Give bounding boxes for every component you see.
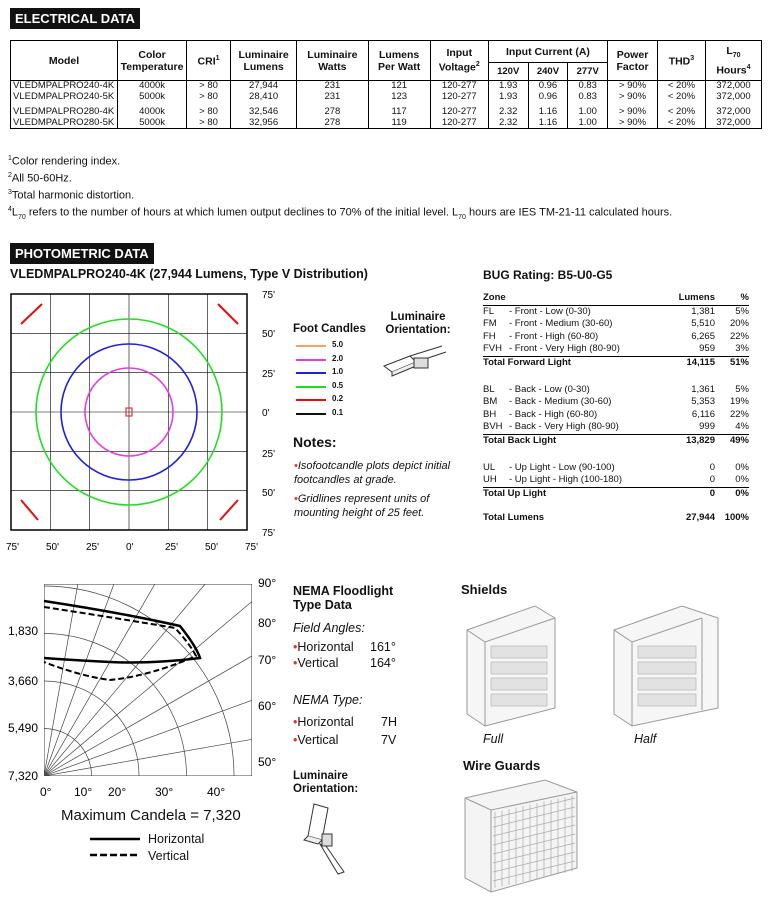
polar-angle-labels	[258, 576, 276, 769]
polar-angle-label: 60°	[258, 699, 277, 713]
polar-gridlines	[0, 572, 290, 804]
bug-desc: - Back - Very High (80-90)	[509, 421, 619, 433]
footnote-3: $^3$Total harmonic distortion.	[8, 189, 135, 202]
corner-mark-tl	[21, 304, 42, 324]
footnote-1: $^1$Color rendering index.	[8, 155, 121, 168]
cell-volt: 120-277	[430, 81, 488, 92]
bug-lumens: 0	[709, 461, 715, 473]
col-240v: 240V	[528, 63, 568, 81]
cell-volt: 120-277	[430, 102, 488, 118]
field-angle-horizontal: •Horizontal	[293, 640, 354, 654]
bug-row-bvh	[483, 421, 749, 434]
col-power-factor: Power Factor	[608, 41, 658, 81]
cell-a120: 1.93	[488, 92, 528, 103]
nema-type-horizontal-value: 7H	[381, 715, 397, 729]
cell-lpw: 121	[368, 81, 430, 92]
shields-title: Shields	[461, 582, 508, 597]
cell-a277: 1.00	[568, 102, 608, 118]
bug-desc: - Up Light - High (100-180)	[509, 474, 622, 486]
polar-angle-label: 80°	[258, 616, 277, 630]
bug-row-ul	[483, 462, 749, 475]
cell-thd: < 20%	[658, 81, 706, 92]
bug-row-fvh	[483, 343, 749, 356]
cell-lumens: 32,546	[230, 102, 296, 118]
bug-desc: - Back - High (60-80)	[509, 408, 598, 420]
cell-ct: 5000k	[118, 92, 187, 103]
table-row	[11, 102, 762, 118]
legend-swatch	[296, 399, 326, 401]
iso-right-label: 0'	[262, 408, 270, 419]
bug-desc: - Front - Medium (30-60)	[509, 318, 613, 330]
nema-type-vertical: •Vertical	[293, 733, 339, 747]
bug-code: BVH	[483, 421, 503, 433]
polar-angle-label: 70°	[258, 653, 277, 667]
polar-bottom-label: 0°	[40, 785, 52, 799]
bug-pct: 5%	[735, 305, 749, 317]
legend-label-vertical: Vertical	[148, 849, 189, 863]
bug-row-fm	[483, 318, 749, 331]
footnotes	[8, 152, 672, 225]
polar-bottom-labels	[40, 785, 225, 799]
foot-candles-title: Foot Candles	[293, 323, 366, 335]
bug-lumens: 1,381	[691, 305, 715, 317]
cell-cri: > 80	[187, 102, 231, 118]
cell-a277: 0.83	[568, 81, 608, 92]
cell-thd: < 20%	[658, 92, 706, 103]
bug-pct: 20%	[729, 318, 749, 330]
shield-full-image	[455, 600, 565, 730]
bug-code: BM	[483, 396, 498, 408]
bug-desc: - Front - Very High (80-90)	[509, 343, 620, 355]
bug-pct: 19%	[729, 396, 749, 408]
bug-desc: - Front - Low (0-30)	[509, 305, 591, 317]
col-luminaire-watts: Luminaire Watts	[297, 41, 368, 81]
electrical-data-table	[10, 40, 762, 129]
cell-lpw: 117	[368, 102, 430, 118]
legend-value: 0.1	[332, 407, 344, 417]
polar-candela-label: 3,660	[8, 674, 39, 688]
col-lumens-per-watt: Lumens Per Watt	[368, 41, 430, 81]
cell-l70: 372,000	[705, 92, 761, 103]
cell-a277: 1.00	[568, 118, 608, 129]
legend-swatch	[296, 413, 326, 415]
bug-pct: 3%	[735, 343, 749, 355]
bug-lumens: 999	[699, 421, 715, 433]
polar-bottom-label: 40°	[207, 785, 226, 799]
iso-bottom-label: 25'	[165, 542, 179, 553]
polar-candela-label: 1,830	[8, 624, 39, 638]
cell-ct: 5000k	[118, 118, 187, 129]
cell-lumens: 32,956	[230, 118, 296, 129]
nema-type-horizontal: •Horizontal	[293, 715, 354, 729]
col-l70-hours: $L_{70}$ Hours$^4$	[705, 41, 761, 81]
cell-ct: 4000k	[118, 102, 187, 118]
wire-guard-image	[455, 776, 585, 896]
nema-title: NEMA Floodlight Type Data	[293, 584, 394, 612]
table-row	[11, 118, 762, 129]
legend-value: 0.2	[332, 394, 344, 403]
bug-code: UL	[483, 461, 496, 473]
polar-angle-label: 50°	[258, 755, 277, 769]
iso-bottom-label: 25'	[86, 542, 100, 553]
cell-model: VLEDMPALPRO280-5K	[11, 118, 118, 129]
bug-code: FVH	[483, 343, 502, 355]
table-row	[11, 81, 762, 92]
cell-volt: 120-277	[430, 118, 488, 129]
shield-half-image	[600, 600, 720, 730]
bug-lumens: 6,265	[691, 330, 715, 342]
bug-total-up: Total Up Light 0 0%	[483, 487, 749, 499]
iso-bottom-label: 50'	[205, 542, 219, 553]
legend-swatch	[296, 359, 326, 361]
bug-pct: 0%	[735, 461, 749, 473]
cell-thd: < 20%	[658, 118, 706, 129]
cell-cri: > 80	[187, 118, 231, 129]
note-2: •Gridlines represent units of mounting height of 25 feet.	[294, 493, 430, 519]
bug-pct: 5%	[735, 383, 749, 395]
iso-right-label: 25'	[262, 449, 276, 460]
cell-volt: 120-277	[430, 92, 488, 103]
col-120v: 120V	[488, 63, 528, 81]
luminaire-orientation-label: Luminaire Orientation:	[385, 311, 451, 336]
bug-pct: 0%	[735, 474, 749, 486]
iso-bottom-label: 0'	[126, 542, 134, 553]
bug-code: BH	[483, 408, 497, 420]
polar-bottom-label: 30°	[155, 785, 174, 799]
bug-rating-title: BUG Rating: B5-U0-G5	[483, 268, 613, 282]
polar-bottom-label: 10°	[74, 785, 93, 799]
field-angle-vertical: •Vertical	[293, 656, 339, 670]
cell-a240: 1.16	[528, 118, 568, 129]
bug-row-fl	[483, 306, 749, 319]
bug-desc: - Back - Low (0-30)	[509, 383, 590, 395]
polar-candela-label: 5,490	[8, 721, 39, 735]
cell-pf: > 90%	[608, 102, 658, 118]
iso-gridlines	[11, 294, 247, 530]
cell-lumens: 28,410	[230, 92, 296, 103]
iso-right-label: 50'	[262, 329, 276, 340]
iso-bottom-axis-labels	[6, 542, 258, 553]
cell-thd: < 20%	[658, 102, 706, 118]
photometric-subtitle: VLEDMPALPRO240-4K (27,944 Lumens, Type V Distribution)	[10, 267, 368, 281]
col-input-voltage: Input Voltage$^2$	[430, 41, 488, 81]
bug-total-lumens: Total Lumens 27,944 100%	[483, 512, 749, 524]
notes-title: Notes:	[293, 434, 337, 450]
cell-a240: 0.96	[528, 92, 568, 103]
bug-row-uh	[483, 474, 749, 487]
bug-row-fh	[483, 331, 749, 344]
legend-value: 5.0	[332, 340, 344, 349]
iso-right-label: 25'	[262, 369, 276, 380]
candela-legend-lines	[88, 832, 144, 860]
col-277v: 277V	[568, 63, 608, 81]
cell-watts: 231	[297, 81, 368, 92]
bug-pct: 22%	[729, 408, 749, 420]
corner-mark-tr	[218, 304, 238, 324]
cell-model: VLEDMPALPRO240-5K	[11, 92, 118, 103]
corner-mark-bl	[21, 500, 38, 520]
cell-cri: > 80	[187, 81, 231, 92]
bug-pct: 4%	[735, 421, 749, 433]
legend-value: 1.0	[332, 367, 344, 376]
vertical-candela-curve	[44, 607, 196, 680]
cell-watts: 231	[297, 92, 368, 103]
cell-l70: 372,000	[705, 118, 761, 129]
cell-watts: 278	[297, 102, 368, 118]
cell-pf: > 90%	[608, 92, 658, 103]
bug-table-header: Zone Lumens %	[483, 292, 749, 306]
bug-row-bm	[483, 396, 749, 409]
bug-code: FH	[483, 330, 496, 342]
bug-code: FL	[483, 305, 495, 317]
bug-table	[483, 292, 749, 525]
col-model: Model	[11, 41, 118, 81]
corner-mark-br	[220, 500, 238, 520]
cell-watts: 278	[297, 118, 368, 129]
bug-desc: - Up Light - Low (90-100)	[509, 461, 615, 473]
notes-list	[294, 460, 454, 520]
legend-swatch	[296, 372, 326, 374]
bug-lumens: 1,361	[691, 383, 715, 395]
iso-right-label: 75'	[262, 528, 276, 539]
iso-bottom-label: 75'	[245, 542, 259, 553]
cell-lumens: 27,944	[230, 81, 296, 92]
iso-right-label: 50'	[262, 488, 276, 499]
legend-swatch	[296, 345, 326, 347]
cell-ct: 4000k	[118, 81, 187, 92]
bug-lumens: 6,116	[691, 408, 715, 420]
cell-a120: 1.93	[488, 81, 528, 92]
cell-a277: 0.83	[568, 92, 608, 103]
electrical-data-header: ELECTRICAL DATA	[10, 8, 140, 29]
photometric-data-header: PHOTOMETRIC DATA	[10, 243, 154, 264]
bug-lumens: 0	[709, 474, 715, 486]
legend-label-horizontal: Horizontal	[148, 832, 205, 846]
bug-total-back: Total Back Light 13,829 49%	[483, 434, 749, 446]
polar-radial-line	[44, 707, 290, 776]
bug-total-forward: Total Forward Light 14,115 51%	[483, 356, 749, 368]
legend-value: 2.0	[332, 353, 344, 363]
bug-desc: - Front - High (60-80)	[509, 330, 599, 342]
polar-candela-labels	[8, 624, 38, 783]
col-input-current: Input Current (A)	[488, 41, 607, 63]
bug-code: BL	[483, 383, 495, 395]
col-luminaire-lumens: Luminaire Lumens	[230, 41, 296, 81]
footnote-2: $^2$All 50-60Hz.	[8, 172, 72, 185]
luminaire-orientation-icon	[380, 340, 452, 380]
footnote-4: $^4L_{70}$ refers to the number of hours at which lumen output declines to 70% of the initial level. $L_{70}$ hours are IES TM-21-11 calculated hours.	[8, 206, 673, 222]
col-thd: THD$^3$	[658, 41, 706, 81]
bug-desc: - Back - Medium (30-60)	[509, 396, 612, 408]
cell-pf: > 90%	[608, 118, 658, 129]
bug-row-bh	[483, 409, 749, 422]
cell-model: VLEDMPALPRO240-4K	[11, 81, 118, 92]
field-angle-vertical-value: 164°	[370, 656, 396, 670]
legend-swatch	[296, 386, 326, 388]
cell-l70: 372,000	[705, 102, 761, 118]
shield-full-label: Full	[483, 732, 504, 746]
nema-type-title: NEMA Type:	[293, 693, 363, 707]
cell-a240: 1.16	[528, 102, 568, 118]
shield-half-label: Half	[634, 732, 657, 746]
polar-radial-line	[44, 572, 181, 776]
bug-lumens: 5,510	[691, 318, 715, 330]
bug-code: UH	[483, 474, 497, 486]
max-candela: Maximum Candela = 7,320	[61, 807, 241, 824]
cell-a120: 2.32	[488, 102, 528, 118]
iso-right-axis-labels	[262, 290, 275, 539]
col-cri: CRI$^1$	[187, 41, 231, 81]
field-angle-horizontal-value: 161°	[370, 640, 396, 654]
polar-bottom-label: 20°	[108, 785, 127, 799]
bug-lumens: 959	[699, 343, 715, 355]
cell-pf: > 90%	[608, 81, 658, 92]
field-angles-title: Field Angles:	[293, 621, 365, 635]
cell-l70: 372,000	[705, 81, 761, 92]
nema-luminaire-orientation-icon	[300, 800, 360, 880]
iso-bottom-label: 75'	[6, 542, 20, 553]
table-row	[11, 92, 762, 103]
cell-a120: 2.32	[488, 118, 528, 129]
bug-row-bl	[483, 384, 749, 397]
polar-angle-label: 90°	[258, 576, 277, 590]
cell-cri: > 80	[187, 92, 231, 103]
cell-model: VLEDMPALPRO280-4K	[11, 102, 118, 118]
bug-code: FM	[483, 318, 497, 330]
polar-candela-label: 7,320	[8, 769, 39, 783]
cell-a240: 0.96	[528, 81, 568, 92]
col-color-temperature: Color Temperature	[118, 41, 187, 81]
iso-bottom-label: 50'	[46, 542, 60, 553]
bug-lumens: 5,353	[691, 396, 715, 408]
bug-pct: 22%	[729, 330, 749, 342]
legend-value: 0.5	[332, 380, 344, 390]
wire-guards-title: Wire Guards	[463, 758, 541, 773]
nema-type-vertical-value: 7V	[381, 733, 397, 747]
cell-lpw: 123	[368, 92, 430, 103]
iso-right-label: 75'	[262, 290, 276, 301]
candela-polar-plot	[0, 572, 290, 804]
nema-luminaire-orientation-label: Luminaire Orientation:	[293, 770, 359, 795]
note-1: •Isofootcandle plots depict initial footcandles at grade.	[294, 460, 451, 486]
cell-lpw: 119	[368, 118, 430, 129]
isofootcandle-plot	[0, 288, 290, 554]
